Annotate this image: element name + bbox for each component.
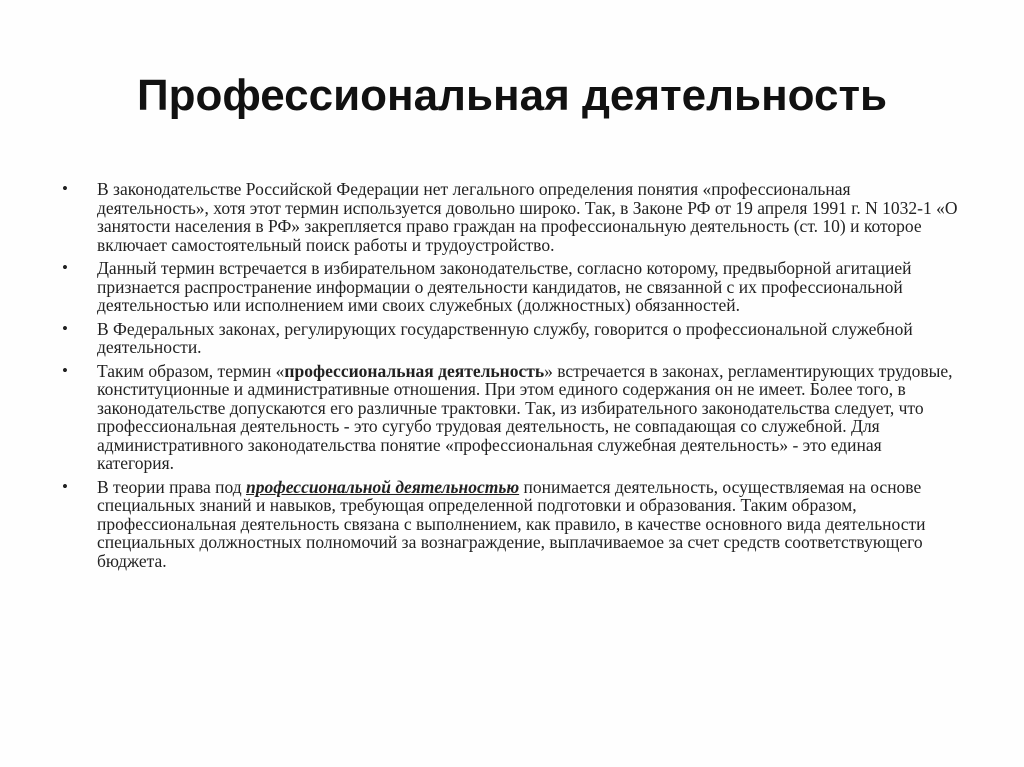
bullet-icon: •	[62, 360, 68, 380]
slide-title: Профессиональная деятельность	[136, 71, 888, 120]
bullet-icon: •	[62, 179, 68, 198]
bullet-emphasis: профессиональная деятельность	[284, 360, 545, 381]
bullet-list	[62, 180, 962, 575]
bullet-text-end: » встречается в законах, регламентирующих трудовые, конституционные и административные отношения. При этом единого содержания он не имеет. Более того, в законодательстве допускаются его различные трактовки. Так, из избирательного законодательства следует, что профессиональная деятельность - это сугубо трудовая деятельность, не совпадающая со служебной. Для административного законодательства понятие «профессиональная служебная деятельность» - это единая категория.	[97, 360, 953, 473]
bullet-text: В законодательстве Российской Федерации нет легального определения понятия «профессиональная деятельность», хотя этот термин используется довольно широко. Так, в Законе РФ от 19 апреля 1991 г. N 1032-1 «О занятости населения в РФ» закрепляется право граждан на профессиональную деятельность (ст. 10) и которое включает самостоятельный поиск работы и трудоустройство.	[97, 179, 958, 255]
bullet-item	[62, 320, 962, 357]
bullet-text-start: В теории права под	[97, 476, 247, 497]
bullet-item	[62, 259, 962, 315]
bullet-emphasis: профессиональной деятельностью	[246, 476, 520, 497]
bullet-icon: •	[62, 318, 68, 338]
bullet-text-end: понимается деятельность, осуществляемая на основе специальных знаний и навыков, требующая определенной подготовки и образования. Таким образом, профессиональная деятельность связана с выполнением, как правило, в качестве основного вида деятельности специальных должностных полномочий за вознаграждение, выплачиваемое за счет средств соответствующего бюджета.	[97, 476, 926, 571]
bullet-text: Данный термин встречается в избирательном законодательстве, согласно которому, предвыборной агитацией признается распространение информации о деятельности кандидатов, не связанной с их профессиональной деятельностью или исполнением ими своих служебных (должностных) обязанностей.	[97, 258, 912, 315]
bullet-icon: •	[62, 476, 68, 496]
bullet-text-start: Таким образом, термин «	[97, 360, 285, 381]
bullet-text: В Федеральных законах, регулирующих государственную службу, говорится о профессиональной служебной деятельности.	[97, 318, 913, 357]
bullet-item	[62, 180, 962, 254]
bullet-item	[62, 478, 962, 571]
bullet-item	[62, 362, 962, 473]
bullet-icon: •	[62, 258, 68, 277]
